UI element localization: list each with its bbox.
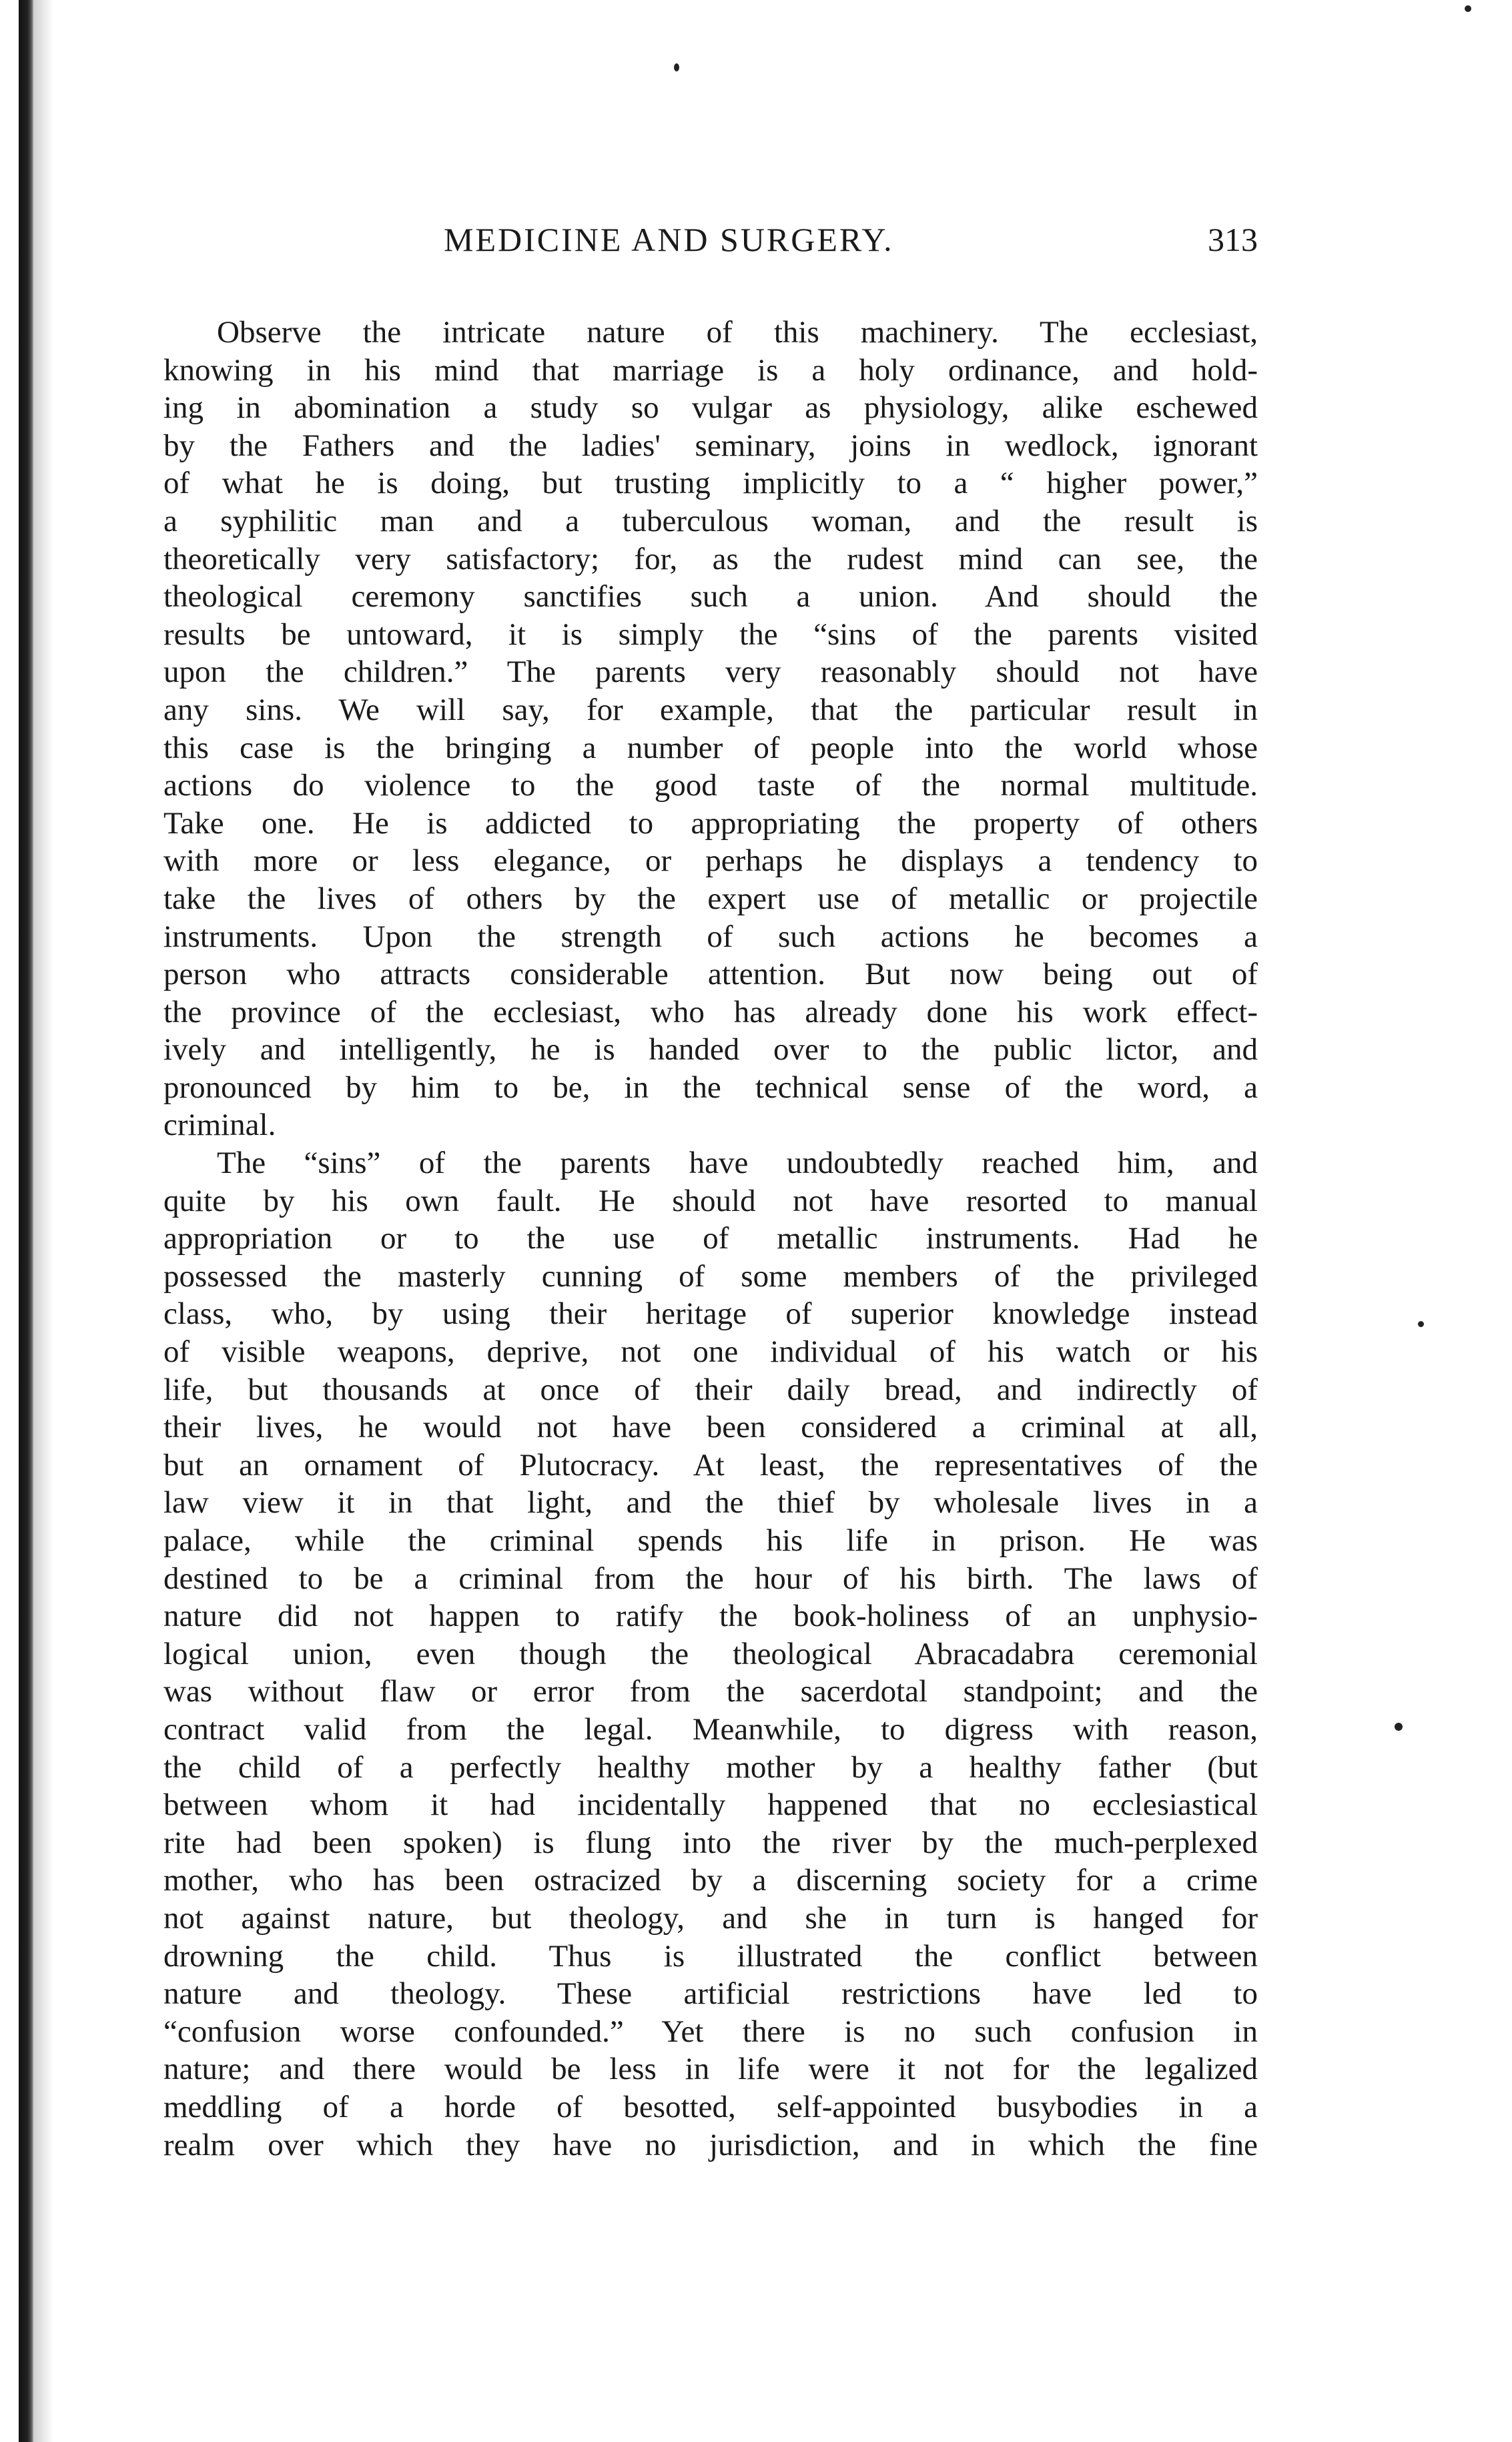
text-line: actions do violence to the good taste of the normal multitude. <box>163 768 1258 803</box>
scan-speck <box>1418 1321 1424 1327</box>
scan-speck <box>1395 1723 1403 1731</box>
text-line: criminal. <box>163 1108 276 1143</box>
text-line: instruments. Upon the strength of such actions he becomes a <box>163 919 1258 954</box>
text-line: class, who, by using their heritage of superior knowledge instead <box>163 1296 1258 1332</box>
text-line: possessed the masterly cunning of some members of the privileged <box>163 1258 1258 1294</box>
text-line: between whom it had incidentally happened that no ecclesiastical <box>163 1787 1258 1823</box>
text-line: Observe the intricate nature of this machinery. The ecclesiast, <box>217 315 1258 350</box>
text-line: knowing in his mind that marriage is a holy ordinance, and hold- <box>163 352 1258 388</box>
running-head <box>163 220 1258 267</box>
text-line: rite had been spoken) is flung into the river by the much-perplexed <box>163 1825 1258 1860</box>
text-line: destined to be a criminal from the hour of his birth. The laws of <box>163 1561 1258 1596</box>
text-line: theological ceremony sanctifies such a union. And should the <box>163 579 1258 615</box>
text-line: quite by his own fault. He should not have resorted to manual <box>163 1183 1258 1218</box>
text-line: contract valid from the legal. Meanwhile, to digress with reason, <box>163 1711 1258 1747</box>
text-line: but an ornament of Plutocracy. At least, the representatives of the <box>163 1447 1258 1483</box>
binding-shadow <box>33 0 53 2442</box>
text-line: any sins. We will say, for example, that the particular result in <box>163 692 1258 727</box>
text-line: of visible weapons, deprive, not one individual of his watch or his <box>163 1334 1258 1370</box>
text-line: person who attracts considerable attention. But now being out of <box>163 957 1258 992</box>
text-line: theoretically very satisfactory; for, as the rudest mind can see, the <box>163 541 1258 576</box>
scan-speck <box>1465 5 1471 12</box>
text-line: drowning the child. Thus is illustrated the conflict between <box>163 1938 1258 1974</box>
text-line: this case is the bringing a number of people into the world whose <box>163 730 1258 765</box>
text-line: with more or less elegance, or perhaps he displays a tendency to <box>163 843 1258 879</box>
scan-speck <box>674 63 679 71</box>
text-line: take the lives of others by the expert use of metallic or projectile <box>163 881 1258 916</box>
text-line: their lives, he would not have been considered a criminal at all, <box>163 1410 1258 1445</box>
text-line: the child of a perfectly healthy mother by a healthy father (but <box>163 1749 1258 1785</box>
text-line: by the Fathers and the ladies' seminary, joins in wedlock, ignorant <box>163 428 1258 463</box>
binding-edge <box>19 0 33 2442</box>
text-line: meddling of a horde of besotted, self-appointed busybodies in a <box>163 2089 1258 2124</box>
text-line: nature and theology. These artificial restrictions have led to <box>163 1976 1258 2012</box>
text-line: the province of the ecclesiast, who has already done his work effect- <box>163 994 1258 1030</box>
text-line: nature did not happen to ratify the book-holiness of an unphysio- <box>163 1599 1258 1634</box>
running-title: MEDICINE AND SURGERY. <box>444 221 894 258</box>
text-line: pronounced by him to be, in the technical sense of the word, a <box>163 1070 1258 1105</box>
text-line: Take one. He is addicted to appropriating the property of others <box>163 805 1258 841</box>
text-line: nature; and there would be less in life were it not for the legalized <box>163 2052 1258 2087</box>
text-line: mother, who has been ostracized by a discerning society for a crime <box>163 1863 1258 1898</box>
text-line: “confusion worse confounded.” Yet there is no such confusion in <box>163 2014 1258 2049</box>
text-line: not against nature, but theology, and she in turn is hanged for <box>163 1900 1258 1936</box>
text-line: a syphilitic man and a tuberculous woman, and the result is <box>163 503 1258 538</box>
text-line: palace, while the criminal spends his life in prison. He was <box>163 1523 1258 1558</box>
page-number: 313 <box>1208 221 1258 258</box>
text-line: logical union, even though the theological Abracadabra ceremonial <box>163 1636 1258 1671</box>
text-line: ing in abomination a study so vulgar as physiology, alike eschewed <box>163 390 1258 426</box>
text-line: results be untoward, it is simply the “sins of the parents visited <box>163 617 1258 652</box>
text-line: upon the children.” The parents very reasonably should not have <box>163 655 1258 690</box>
text-line: law view it in that light, and the thief by wholesale lives in a <box>163 1485 1258 1521</box>
text-line: appropriation or to the use of metallic instruments. Had he <box>163 1221 1258 1256</box>
text-line: ively and intelligently, he is handed over to the public lictor, and <box>163 1032 1258 1068</box>
text-line: The “sins” of the parents have undoubtedly reached him, and <box>217 1146 1258 1181</box>
body-text <box>163 314 1258 2164</box>
text-line: was without flaw or error from the sacerdotal standpoint; and the <box>163 1674 1258 1709</box>
text-line: realm over which they have no jurisdiction, and in which the fine <box>163 2127 1258 2162</box>
text-line: life, but thousands at once of their daily bread, and indirectly of <box>163 1372 1258 1407</box>
text-line: of what he is doing, but trusting implicitly to a “ higher power,” <box>163 466 1258 501</box>
